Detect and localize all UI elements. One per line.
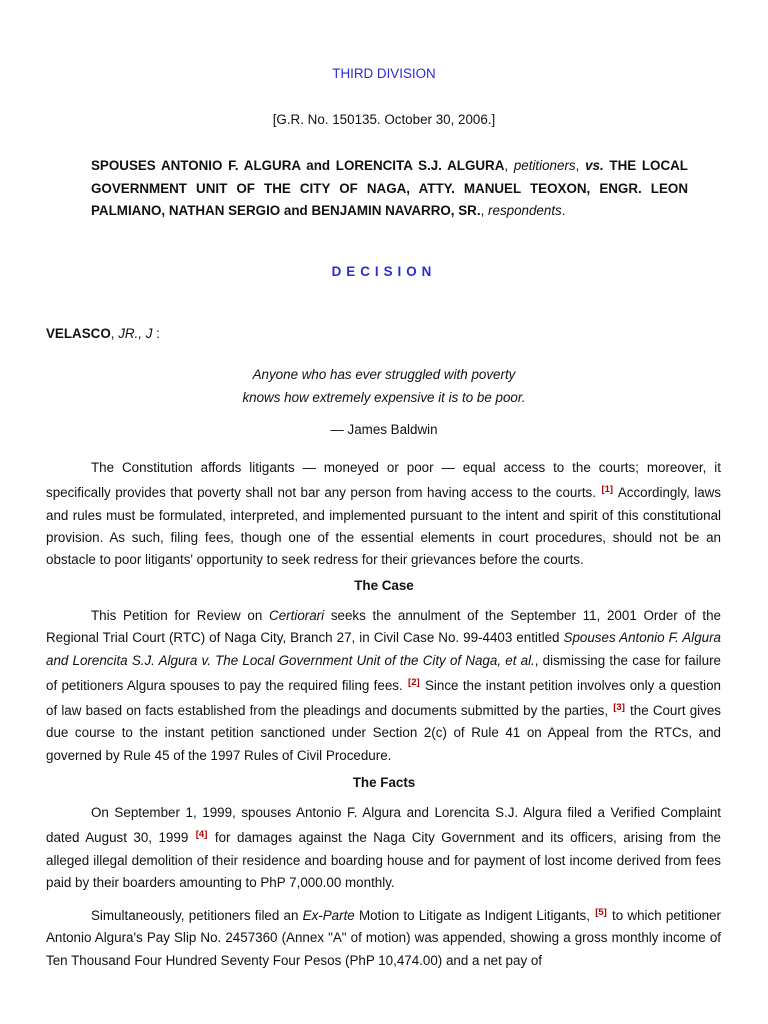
case-number: [G.R. No. 150135. October 30, 2006.] bbox=[272, 112, 496, 127]
paragraph-case: This Petition for Review on Certiorari seeks the annulment of the September 11, 2001 Order of the Regional Trial Court (RTC) of Naga City, Branch 27, in Civil Case No. 99-4403 entitled Spouses Antonio F. Algura and Lorencita S.J. Algura v. The Local Government Unit of the City of Naga, et al., dismissing the case for failure of petitioners Algura spouses to pay the required filing fees. [2] Since the instant petition involves only a question of law based on facts established from the pleadings and documents submitted by the parties, [3] the Court gives due course to the instant petition sanctioned under Section 2(c) of Rule 41 on Appeal from the RTCs, and governed by Rule 45 of the 1997 Rules of Civil Procedure. bbox=[46, 608, 721, 763]
footnote-link-2[interactable]: [2] bbox=[408, 676, 420, 688]
epigraph-author: — James Baldwin bbox=[330, 422, 438, 437]
section-heading-case: The Case bbox=[354, 578, 414, 593]
respondents-role: respondents bbox=[488, 203, 562, 218]
footnote-link-4[interactable]: [4] bbox=[195, 829, 208, 841]
epigraph bbox=[0, 363, 768, 409]
ponente-name: VELASCO bbox=[46, 326, 111, 341]
epigraph-line-1: Anyone who has ever struggled with poverty bbox=[252, 367, 516, 382]
ponente-line: VELASCO, JR., J : bbox=[46, 326, 160, 341]
petitioners-role: petitioners bbox=[513, 158, 576, 173]
petitioners-names: SPOUSES ANTONIO F. ALGURA and LORENCITA S.J. ALGURA bbox=[91, 158, 505, 173]
section-heading-facts: The Facts bbox=[352, 775, 416, 790]
footnote-link-3[interactable]: [3] bbox=[613, 702, 625, 714]
paragraph-facts-2: Simultaneously, petitioners filed an Ex-Parte Motion to Litigate as Indigent Litigants, [5] to which petitioner Antonio Algura's Pay Slip No. 2457360 (Annex "A" of motion) was appended, showing a gross monthly income of Ten Thousand Four Hundred Seventy Four Pesos (PhP 10,474.00) and a net pay of bbox=[46, 907, 721, 968]
footnote-link-1[interactable]: [1] bbox=[601, 484, 614, 496]
decision-title: DECISION bbox=[331, 264, 437, 279]
case-parties: SPOUSES ANTONIO F. ALGURA and LORENCITA S.J. ALGURA, petitioners, vs. THE LOCAL GOVERNMENT UNIT OF THE CITY OF NAGA, ATTY. MANUEL TEOXON, ENGR. LEON PALMIANO, NATHAN SERGIO and BENJAMIN NAVARRO, SR., respondents. bbox=[91, 158, 688, 218]
ponente-suffix: JR., J bbox=[118, 326, 153, 341]
paragraph-intro: The Constitution affords litigants — moneyed or poor — equal access to the courts; moreover, it specifically provides that poverty shall not bar any person from having access to the courts. [1] Accordingly, laws and rules must be formulated, interpreted, and implemented pursuant to the intent and spirit of this constitutional provision. As such, filing fees, though one of the essential elements in court procedures, should not be an obstacle to poor litigants' opportunity to seek redress for their grievances before the courts. bbox=[46, 460, 722, 568]
division-heading: THIRD DIVISION bbox=[332, 66, 436, 81]
epigraph-line-2: knows how extremely expensive it is to be poor. bbox=[242, 390, 526, 405]
footnote-link-5[interactable]: [5] bbox=[595, 907, 607, 918]
versus-label: vs. bbox=[585, 158, 604, 173]
respondents-names: THE LOCAL GOVERNMENT UNIT OF THE CITY OF NAGA, ATTY. MANUEL TEOXON, ENGR. LEON PALMIANO, NATHAN SERGIO and BENJAMIN NAVARRO, SR. bbox=[91, 158, 688, 218]
paragraph-facts-1: On September 1, 1999, spouses Antonio F. Algura and Lorencita S.J. Algura filed a Verified Complaint dated August 30, 1999 [4] for damages against the Naga City Government and its officers, arising from the alleged illegal demolition of their residence and boarding house and for payment of lost income derived from fees paid by their boarders amounting to PhP 7,000.00 monthly. bbox=[46, 805, 721, 890]
